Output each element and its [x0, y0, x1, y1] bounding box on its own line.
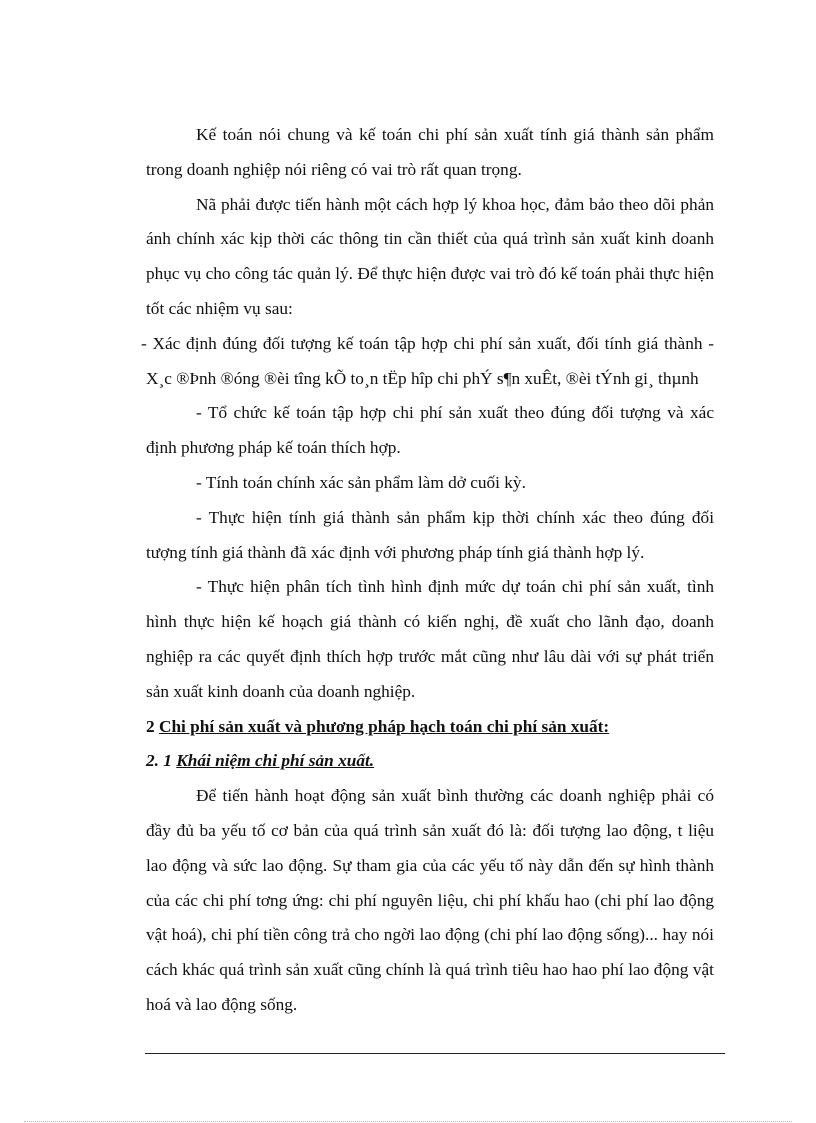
section-heading-2-1 — [146, 744, 714, 779]
section-heading-2-1-number: 2. 1 — [146, 751, 177, 771]
section-heading-2-1-text: Khái niệm chi phí sản xuất. — [176, 751, 375, 771]
bullet-determine-objects: - Xác định đúng đối tượng kế toán tập hợp chi phí sản xuất, đối tính giá thành - X¸c ®Þnh ®óng ®èi tîng kÕ to¸n tËp hîp chi phÝ s¶n xuÊt, ®èi tÝnh gi¸ thµnh — [141, 333, 714, 388]
paragraph-intro: Kế toán nói chung và kế toán chi phí sản xuất tính giá thành sản phẩm trong doanh nghiệp nói riêng có vai trò rất quan trọng. — [146, 125, 714, 179]
footer-rule — [145, 1053, 725, 1054]
paragraph-requirements: Nã phải được tiến hành một cách hợp lý khoa học, đảm bảo theo dõi phản ánh chính xác kịp thời các thông tin cần thiết của quá trình sản xuất kinh doanh phục vụ cho công tác quản lý. Để thực hiện được vai trò đó kế toán phải thực hiện tốt các nhiệm vụ sau: — [146, 194, 714, 318]
paragraph-production-factors: Để tiến hành hoạt động sản xuất bình thường các doanh nghiệp phải có đầy đủ ba yếu tố cơ bản của quá trình sản xuất đó là: đối tượng lao động, t liệu lao động và sức lao động. Sự tham gia của các yếu tố này dẫn đến sự hình thành của các chi phí tơng ứng: chi phí nguyên liệu, chi phí khấu hao (chi phí lao động vật hoá), chi phí tiền công trả cho ngời lao động (chi phí lao động sống)... hay nói cách khác quá trình sản xuất cũng chính là quá trình tiêu hao hao phí lao động vật hoá và lao động sống. — [146, 786, 714, 1014]
section-heading-2 — [146, 710, 714, 745]
page-bottom-border — [24, 1121, 792, 1122]
bullet-work-in-progress: - Tính toán chính xác sản phẩm làm dở cuối kỳ. — [196, 472, 526, 492]
section-heading-2-number: 2 — [146, 716, 159, 736]
bullet-organize-accounting: - Tổ chức kế toán tập hợp chi phí sản xuất theo đúng đối tượng và xác định phương pháp kế toán thích hợp. — [146, 403, 714, 458]
bullet-calculate-cost: - Thực hiện tính giá thành sản phẩm kịp thời chính xác theo đúng đối tượng tính giá thành đã xác định với phương pháp tính giá thành hợp lý. — [146, 507, 714, 562]
section-heading-2-text: Chi phí sản xuất và phương pháp hạch toán chi phí sản xuất: — [158, 716, 610, 736]
document-body — [141, 118, 714, 1023]
bullet-analyze-norms: - Thực hiện phân tích tình hình định mức dự toán chi phí sản xuất, tình hình thực hiện kế hoạch giá thành có kiến nghị, đề xuất cho lãnh đạo, doanh nghiệp ra các quyết định thích hợp trước mắt cũng như lâu dài với sự phát triển sản xuất kinh doanh của doanh nghiệp. — [146, 577, 714, 701]
